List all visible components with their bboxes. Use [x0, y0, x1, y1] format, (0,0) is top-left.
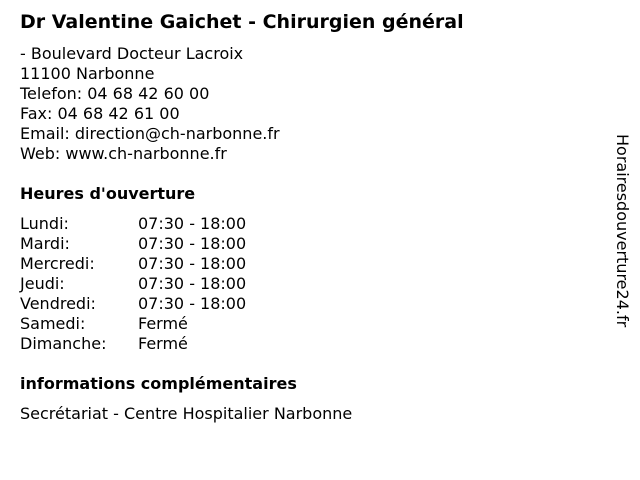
day-label: Vendredi:	[20, 294, 96, 313]
day-hours: Fermé	[138, 314, 188, 333]
opening-hours-heading: Heures d'ouverture	[20, 184, 196, 203]
additional-info-text: Secrétariat - Centre Hospitalier Narbonne	[20, 404, 353, 423]
day-hours: 07:30 - 18:00	[138, 274, 247, 293]
contact-street: - Boulevard Docteur Lacroix	[20, 44, 244, 63]
page-title: Dr Valentine Gaichet - Chirurgien général	[20, 11, 464, 33]
hours-row-saturday	[20, 314, 280, 334]
hours-row-wednesday	[20, 254, 280, 274]
opening-hours-table	[20, 214, 280, 354]
day-label: Mercredi:	[20, 254, 95, 273]
day-hours: 07:30 - 18:00	[138, 234, 247, 253]
hours-row-friday	[20, 294, 280, 314]
day-label: Jeudi:	[20, 274, 65, 293]
contact-web: Web: www.ch-narbonne.fr	[20, 144, 227, 163]
additional-info-heading: informations complémentaires	[20, 374, 297, 393]
contact-city: 11100 Narbonne	[20, 64, 155, 83]
hours-row-monday	[20, 214, 280, 234]
day-hours: 07:30 - 18:00	[138, 254, 247, 273]
day-label: Dimanche:	[20, 334, 107, 353]
day-hours: 07:30 - 18:00	[138, 214, 247, 233]
hours-row-thursday	[20, 274, 280, 294]
day-hours: Fermé	[138, 334, 188, 353]
contact-block	[20, 44, 280, 164]
contact-fax: Fax: 04 68 42 61 00	[20, 104, 180, 123]
site-watermark: Horairesdouverture24.fr	[613, 134, 632, 328]
contact-email: Email: direction@ch-narbonne.fr	[20, 124, 280, 143]
day-hours: 07:30 - 18:00	[138, 294, 247, 313]
day-label: Samedi:	[20, 314, 86, 333]
hours-row-tuesday	[20, 234, 280, 254]
day-label: Mardi:	[20, 234, 70, 253]
day-label: Lundi:	[20, 214, 69, 233]
contact-phone: Telefon: 04 68 42 60 00	[20, 84, 210, 103]
hours-row-sunday	[20, 334, 280, 354]
